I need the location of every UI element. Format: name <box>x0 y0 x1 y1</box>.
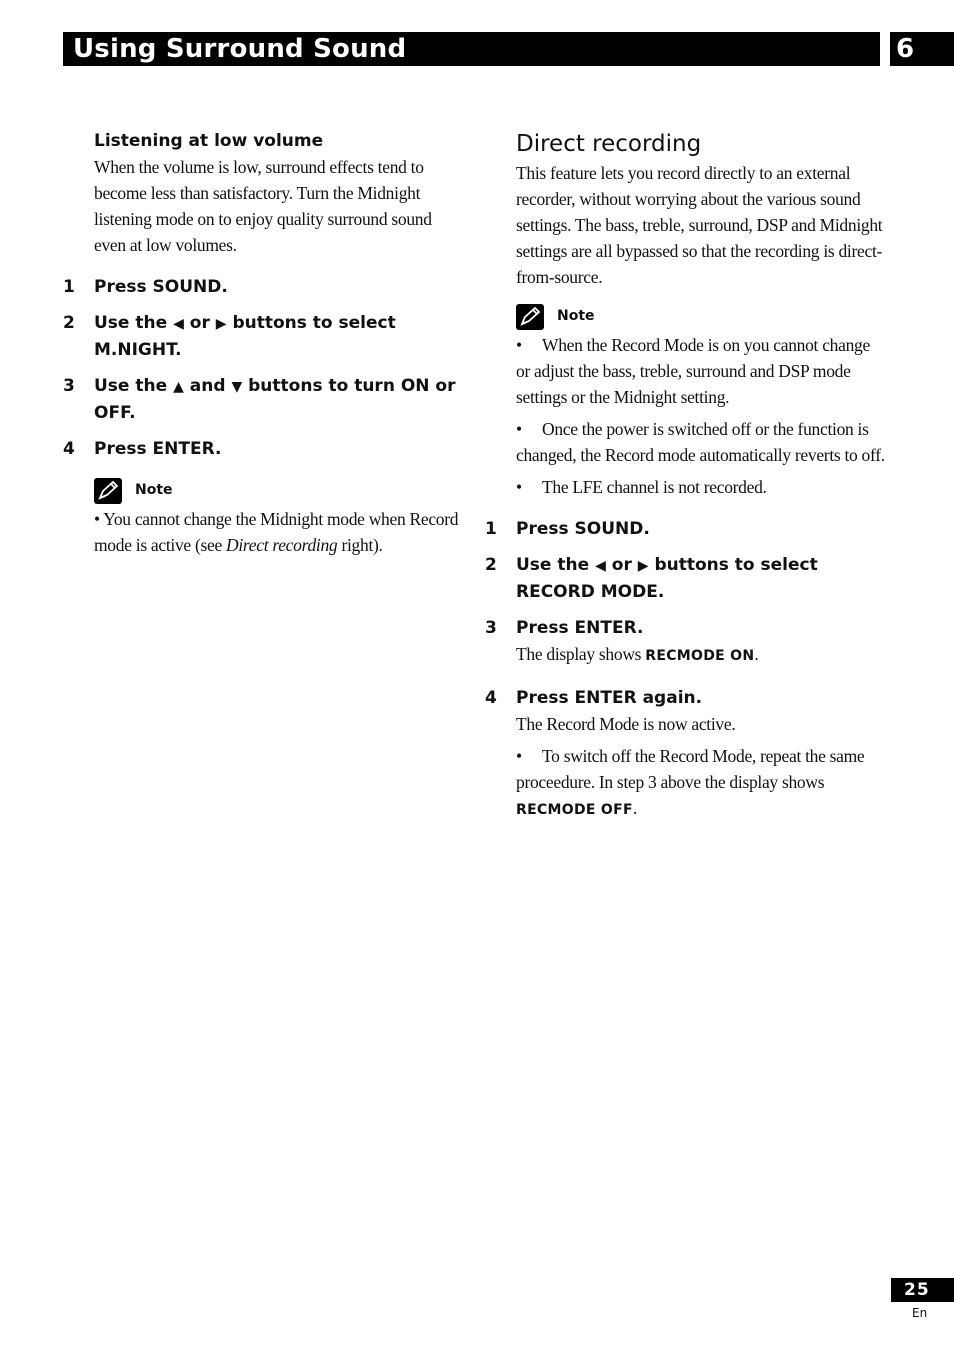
display-readout: RECMODE ON <box>645 648 755 664</box>
low-volume-heading: Listening at low volume <box>94 131 324 151</box>
step-3-description <box>516 641 885 669</box>
bullet-text: To switch off the Record Mode, repeat the same proceedure. In step 3 above the display shows <box>516 746 865 792</box>
bullet-dot: • <box>516 335 522 355</box>
display-readout: RECMODE OFF <box>516 802 633 818</box>
note-label: Note <box>135 482 173 498</box>
step-number: 3 <box>63 376 75 396</box>
step-text: Press ENTER. <box>94 439 222 459</box>
step-text: Press SOUND. <box>94 277 228 297</box>
bullet-dot: • <box>516 477 522 497</box>
note-text: When the Record Mode is on you cannot change or adjust the bass, treble, surround and DSP mode settings or the Midnight setting. <box>516 335 870 407</box>
left-step-3 <box>63 373 463 426</box>
left-step-4 <box>63 436 463 462</box>
step-text: Use the <box>94 313 174 333</box>
left-arrow-icon: ◀ <box>173 316 184 332</box>
step-4-description: The Record Mode is now active. <box>516 714 736 734</box>
step-text: buttons to turn ON or OFF. <box>94 376 456 423</box>
left-arrow-icon: ◀ <box>595 558 606 574</box>
step-text: and <box>183 376 232 396</box>
pencil-note-icon <box>516 304 544 330</box>
step-text: Press ENTER. <box>516 618 644 638</box>
low-volume-intro: When the volume is low, surround effects tend to become less than satisfactory. Turn the Midnight listening mode on to enjoy quality surround sound even at low volumes. <box>94 157 432 255</box>
direct-recording-intro: This feature lets you record directly to an external recorder, without worrying about the various sound settings. The bass, treble, surround, DSP and Midnight settings are all bypassed so that the recording is direct-from-source. <box>516 163 883 287</box>
up-arrow-icon: ▲ <box>173 379 184 395</box>
right-arrow-icon: ▶ <box>215 316 227 332</box>
left-note-header <box>94 478 463 506</box>
right-note-1 <box>516 332 885 410</box>
step-number: 2 <box>63 313 75 333</box>
description-text: The display shows <box>516 644 646 664</box>
right-note-2 <box>516 416 885 468</box>
direct-recording-heading: Direct recording <box>516 131 702 157</box>
step-text: buttons to select RECORD MODE. <box>516 555 818 602</box>
left-step-2 <box>63 310 463 363</box>
right-step-2 <box>485 552 885 605</box>
left-note-text <box>94 506 463 558</box>
note-text: Once the power is switched off or the function is changed, the Record mode automatically reverts to off. <box>516 419 885 465</box>
bullet-dot: • <box>516 419 522 439</box>
left-step-1 <box>63 274 463 300</box>
right-final-bullet <box>516 743 885 823</box>
note-reference: Direct recording <box>226 535 338 555</box>
pencil-note-icon <box>94 478 122 504</box>
step-number: 1 <box>63 277 75 297</box>
right-column <box>485 128 885 823</box>
description-end: . <box>754 644 759 664</box>
note-text-end: right). <box>337 535 383 555</box>
chapter-number: 6 <box>896 34 915 64</box>
step-text: Use the <box>516 555 596 575</box>
note-text: You cannot change the Midnight mode when Record mode is active (see <box>94 509 459 555</box>
chapter-number-box <box>890 32 954 66</box>
chapter-title: Using Surround Sound <box>73 34 407 64</box>
bullet-end: . <box>632 798 637 818</box>
left-column <box>63 128 463 558</box>
step-number: 4 <box>485 688 497 708</box>
step-number: 1 <box>485 519 497 539</box>
step-text: buttons to select M.NIGHT. <box>94 313 396 360</box>
right-note-header <box>516 304 885 332</box>
step-text: Press SOUND. <box>516 519 650 539</box>
right-arrow-icon: ▶ <box>637 558 649 574</box>
step-text: or <box>605 555 638 575</box>
page-number: 25 <box>904 1280 930 1300</box>
page-number-box <box>891 1278 954 1302</box>
note-label: Note <box>557 308 595 324</box>
down-arrow-icon: ▼ <box>231 379 243 395</box>
right-step-1 <box>485 516 885 542</box>
note-text: The LFE channel is not recorded. <box>542 477 767 497</box>
bullet-dot: • <box>94 509 100 529</box>
step-text: Press ENTER again. <box>516 688 703 708</box>
language-code: En <box>912 1306 928 1320</box>
bullet-dot: • <box>516 746 522 766</box>
step-text: or <box>183 313 216 333</box>
right-step-4 <box>485 685 885 711</box>
step-number: 3 <box>485 618 497 638</box>
step-number: 4 <box>63 439 75 459</box>
step-number: 2 <box>485 555 497 575</box>
chapter-header-bar <box>63 32 880 66</box>
step-text: Use the <box>94 376 174 396</box>
right-note-3 <box>516 474 885 500</box>
right-step-3 <box>485 615 885 641</box>
